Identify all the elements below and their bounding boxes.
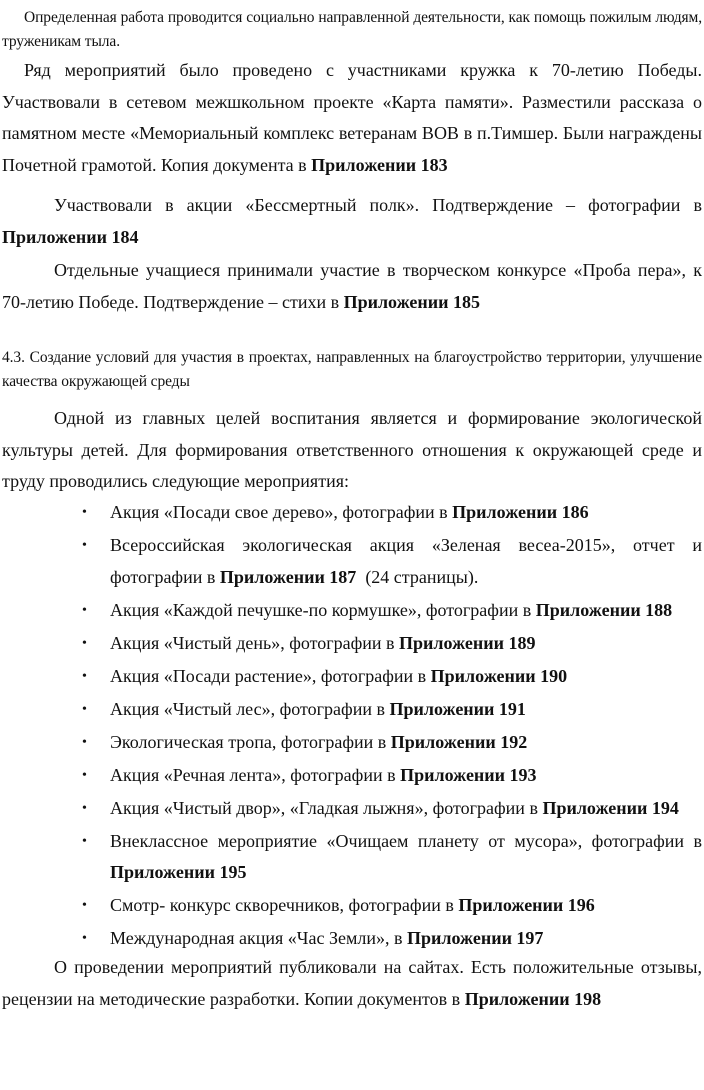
bullet-item (0, 923, 704, 955)
bullet-dot-icon: • (82, 800, 87, 816)
bullet-dot-icon: • (82, 505, 87, 520)
appendix-ref: Приложении 194 (542, 797, 679, 818)
appendix-ref: Приложении 186 (452, 502, 589, 522)
bullet-text: Акция «Речная лента», фотографии в (110, 764, 401, 785)
heading-text: 4.3. Создание условий для участия в проектах, направленных на благоустройство территории, улучшение качества окружающей среды (2, 349, 702, 390)
section-heading (2, 346, 702, 394)
appendix-ref: Приложении 183 (311, 154, 448, 175)
paragraph-ecology-intro (2, 403, 702, 498)
bullet-text: Акция «Чистый двор», «Гладкая лыжня», фотографии в (110, 797, 543, 818)
bullet-text-after: (24 страницы). (356, 566, 479, 587)
appendix-ref: Приложении 185 (343, 291, 481, 312)
appendix-ref: Приложении 184 (2, 226, 139, 247)
bullet-text: Акция «Каждой печушке-по кормушке», фотографии в (110, 599, 536, 620)
bullet-dot-icon: • (82, 635, 87, 651)
paragraph-immortal-regiment (2, 190, 702, 253)
bullet-text: Акция «Посади свое дерево», фотографии в (110, 502, 453, 522)
paragraph-publications (2, 952, 702, 1015)
bullet-item (0, 793, 704, 825)
appendix-ref: Приложении 190 (430, 665, 568, 686)
appendix-ref: Приложении 191 (389, 698, 526, 719)
bullet-text: Акция «Посади растение», фотографии в (110, 665, 431, 686)
bullet-item (0, 694, 704, 726)
bullet-dot-icon: • (82, 734, 87, 750)
bullet-item (0, 826, 704, 889)
bullet-item (0, 890, 704, 922)
bullet-text: Акция «Чистый день», фотографии в (110, 632, 400, 653)
bullet-text: Международная акция «Час Земли», в (110, 928, 407, 948)
bullet-item (0, 661, 704, 693)
paragraph-pen-contest (2, 255, 702, 318)
appendix-ref: Приложении 198 (464, 988, 602, 1009)
bullet-text: Всероссийская экологическая акция «Зеленая весеа-2015», отчет и фотографии в (110, 535, 702, 587)
paragraph-victory-events (2, 55, 702, 181)
bullet-text: Экологическая тропа, фотографии в (110, 731, 391, 752)
bullet-item (0, 628, 704, 660)
bullet-dot-icon: • (82, 668, 87, 684)
bullet-dot-icon: • (82, 898, 87, 913)
paragraph-social-activity (2, 6, 702, 54)
events-bullet-list (0, 497, 704, 956)
appendix-ref: Приложении 196 (458, 895, 595, 915)
paragraph-text: Отдельные учащиеся принимали участие в творческом конкурсе «Проба пера», к 70-летию Победе. Подтверждение – стихи в (2, 260, 702, 312)
appendix-ref: Приложении 197 (406, 928, 544, 948)
appendix-ref: Приложении 192 (390, 731, 528, 752)
bullet-item (0, 727, 704, 759)
appendix-ref: Приложении 193 (400, 764, 537, 785)
bullet-text: Акция «Чистый лес», фотографии в (110, 698, 390, 719)
bullet-text: Смотр- конкурс скворечников, фотографии в (110, 895, 459, 915)
paragraph-text: Определенная работа проводится социально направленной деятельности, как помощь пожилым людям, труженикам тыла. (2, 9, 702, 50)
appendix-ref: Приложении 188 (535, 599, 673, 620)
bullet-dot-icon: • (82, 701, 87, 717)
bullet-dot-icon: • (82, 931, 87, 946)
bullet-item (0, 497, 704, 529)
paragraph-text: Ряд мероприятий было проведено с участниками кружка к 70-летию Победы. Участвовали в сетевом межшкольном проекте «Карта памяти». Разместили рассказа о памятном месте «Мемориальный комплекс ветеранам ВОВ в п.Тимшер. Были награждены Почетной грамотой. Копия документа в (2, 60, 702, 175)
paragraph-text: Участвовали в акции «Бессмертный полк». Подтверждение – фотографии в (54, 195, 702, 215)
bullet-dot-icon: • (82, 767, 87, 783)
appendix-ref: Приложении 187 (219, 566, 357, 587)
bullet-text: Внеклассное мероприятие «Очищаем планету от мусора», фотографии в (110, 830, 702, 851)
paragraph-text: О проведении мероприятий публиковали на сайтах. Есть положительные отзывы, рецензии на методические разработки. Копии документов в (2, 957, 702, 1009)
bullet-item (0, 760, 704, 792)
bullet-item (0, 530, 704, 593)
bullet-item (0, 595, 704, 627)
bullet-dot-icon: • (82, 602, 87, 618)
bullet-dot-icon: • (82, 833, 87, 849)
appendix-ref: Приложении 189 (399, 632, 536, 653)
bullet-dot-icon: • (82, 538, 87, 553)
paragraph-text: Одной из главных целей воспитания является и формирование экологической культуры детей. Для формирования ответственного отношения к окружающей среде и труду проводились следующие мероприятия: (2, 408, 702, 491)
appendix-ref: Приложении 195 (110, 862, 247, 882)
